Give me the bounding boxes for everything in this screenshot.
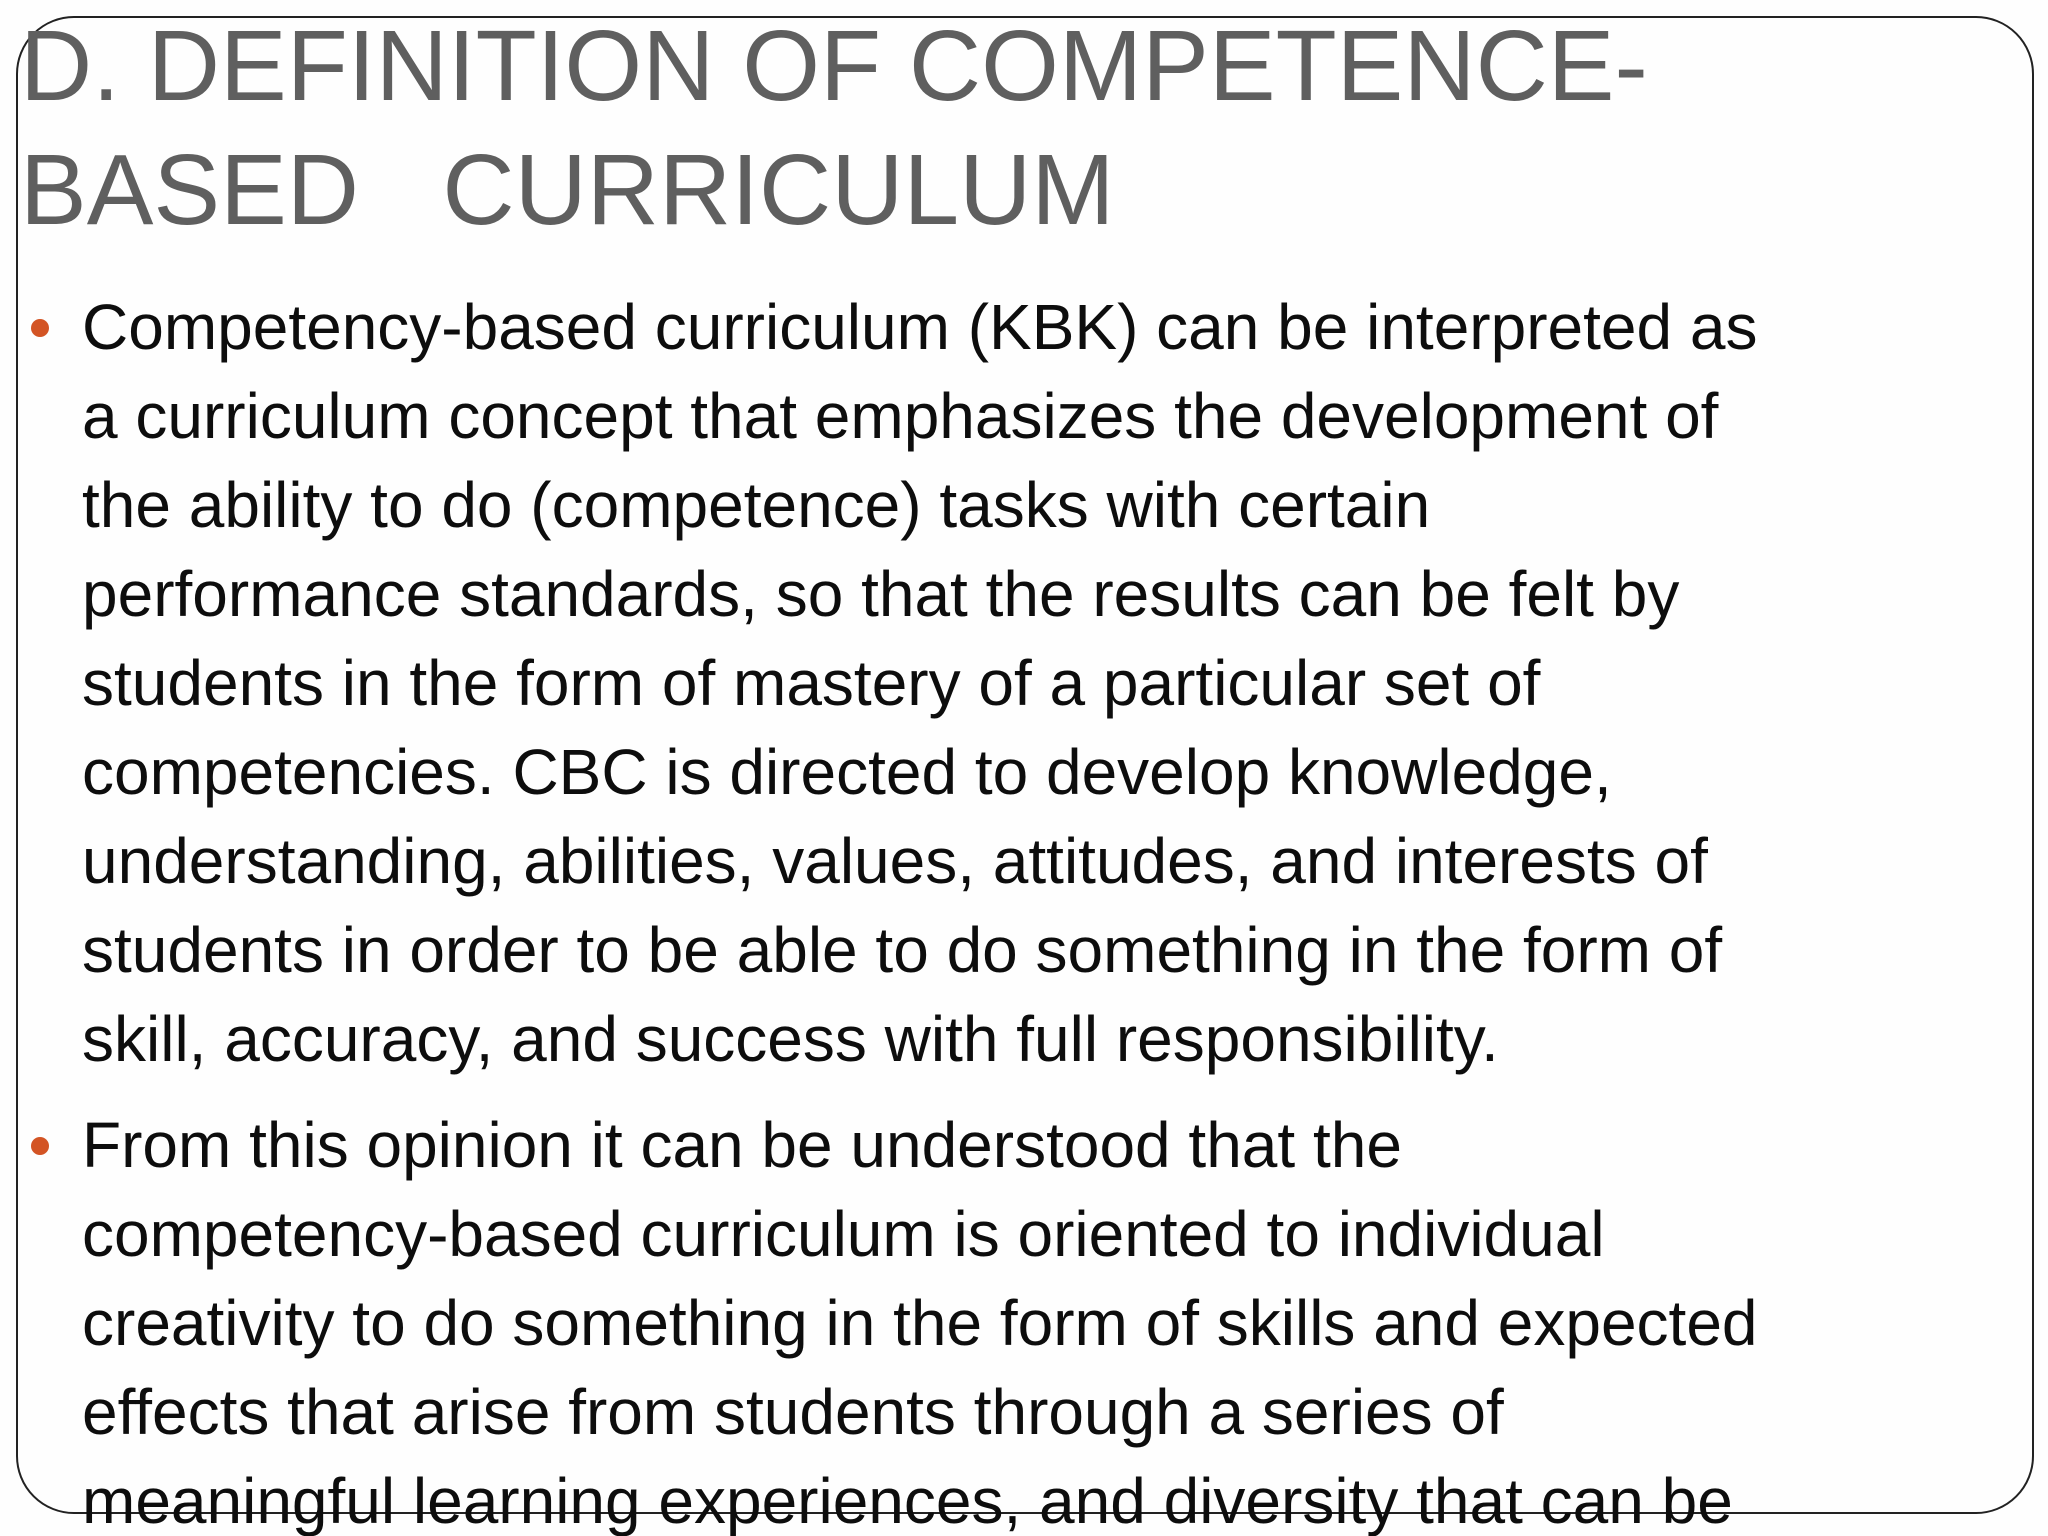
bullet-text-line: skill, accuracy, and success with full responsibility.	[82, 1003, 1499, 1075]
slide-title-line: D. DEFINITION OF COMPETENCE-	[20, 10, 1648, 122]
bullet-dot-icon	[31, 319, 49, 337]
bullet-text-line: effects that arise from students through a series of	[82, 1376, 1504, 1448]
bullet-text-line: From this opinion it can be understood that the	[82, 1109, 1402, 1181]
bullet-text-line: understanding, abilities, values, attitudes, and interests of	[82, 825, 1708, 897]
bullet-text-line: Competency-based curriculum (KBK) can be interpreted as	[82, 291, 1758, 363]
bullet-list	[0, 283, 2048, 1536]
bullet-text-line: the ability to do (competence) tasks with certain	[82, 469, 1431, 541]
bullet-text-line: students in the form of mastery of a particular set of	[82, 647, 1541, 719]
bullet-item	[0, 283, 2048, 1084]
bullet-text-line: performance standards, so that the results can be felt by	[82, 558, 1680, 630]
bullet-text-line: competency-based curriculum is oriented to individual	[82, 1198, 1605, 1270]
bullet-item	[0, 1101, 2048, 1536]
bullet-dot-icon	[31, 1137, 49, 1155]
bullet-text-line: creativity to do something in the form of skills and expected	[82, 1287, 1758, 1359]
bullet-text-line: meaningful learning experiences, and diversity that can be	[82, 1465, 1733, 1536]
slide-title-line: BASED CURRICULUM	[20, 134, 1115, 246]
bullet-text-line: students in order to be able to do something in the form of	[82, 914, 1723, 986]
bullet-text-line: competencies. CBC is directed to develop knowledge,	[82, 736, 1612, 808]
bullet-text-line: a curriculum concept that emphasizes the development of	[82, 380, 1719, 452]
slide-title	[20, 4, 1648, 252]
